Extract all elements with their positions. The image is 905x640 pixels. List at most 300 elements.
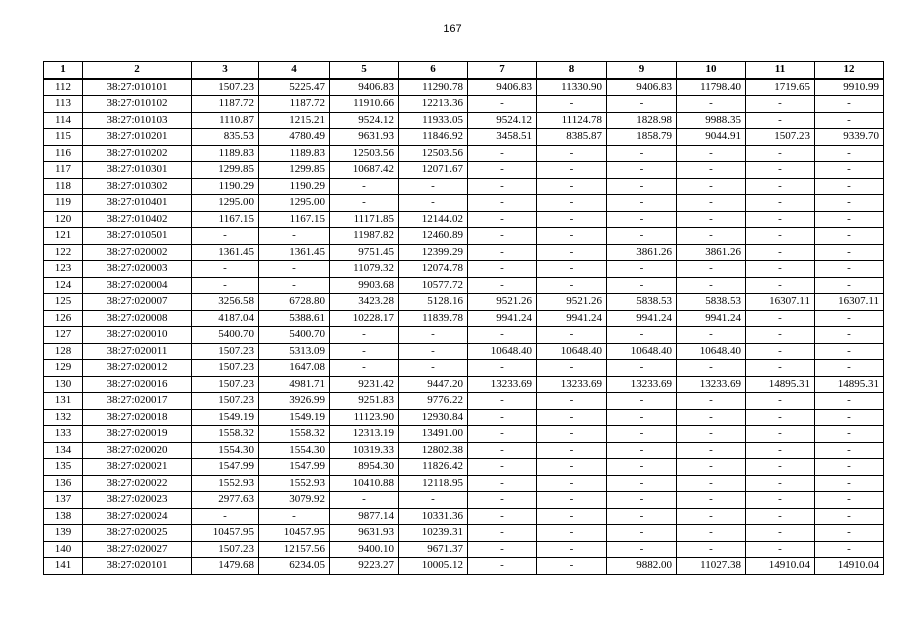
value-cell: - bbox=[677, 228, 746, 245]
cadastral-code-cell: 38:27:020011 bbox=[83, 343, 192, 360]
value-cell: - bbox=[607, 459, 677, 476]
value-cell: 5838.53 bbox=[607, 294, 677, 311]
value-cell: 1299.85 bbox=[192, 162, 259, 179]
table-row bbox=[44, 442, 884, 459]
cadastral-code-cell: 38:27:020003 bbox=[83, 261, 192, 278]
table-row bbox=[44, 145, 884, 162]
value-cell: 1190.29 bbox=[192, 178, 259, 195]
cadastral-code-cell: 38:27:020023 bbox=[83, 492, 192, 509]
value-cell: 1507.23 bbox=[192, 541, 259, 558]
value-cell: - bbox=[330, 327, 399, 344]
cadastral-code-cell: 38:27:020007 bbox=[83, 294, 192, 311]
table-row bbox=[44, 129, 884, 146]
cadastral-code-cell: 38:27:020024 bbox=[83, 508, 192, 525]
value-cell: - bbox=[468, 558, 537, 575]
cadastral-code-cell: 38:27:020020 bbox=[83, 442, 192, 459]
value-cell: - bbox=[677, 525, 746, 542]
value-cell: - bbox=[330, 195, 399, 212]
row-number-cell: 127 bbox=[44, 327, 83, 344]
value-cell: 1554.30 bbox=[192, 442, 259, 459]
value-cell: 4780.49 bbox=[259, 129, 330, 146]
value-cell: 2977.63 bbox=[192, 492, 259, 509]
value-cell: - bbox=[815, 459, 884, 476]
value-cell: 1189.83 bbox=[192, 145, 259, 162]
table-row bbox=[44, 508, 884, 525]
row-number-cell: 119 bbox=[44, 195, 83, 212]
value-cell: - bbox=[537, 195, 607, 212]
table-row bbox=[44, 228, 884, 245]
value-cell: - bbox=[677, 508, 746, 525]
value-cell: - bbox=[677, 162, 746, 179]
value-cell: 1647.08 bbox=[259, 360, 330, 377]
value-cell: 11846.92 bbox=[399, 129, 468, 146]
value-cell: - bbox=[815, 492, 884, 509]
value-cell: - bbox=[677, 426, 746, 443]
value-cell: 10457.95 bbox=[259, 525, 330, 542]
value-cell: 1507.23 bbox=[746, 129, 815, 146]
value-cell: - bbox=[607, 508, 677, 525]
value-cell: - bbox=[537, 277, 607, 294]
value-cell: 5128.16 bbox=[399, 294, 468, 311]
value-cell: - bbox=[537, 178, 607, 195]
value-cell: - bbox=[746, 508, 815, 525]
value-cell: - bbox=[677, 459, 746, 476]
value-cell: 9941.24 bbox=[468, 310, 537, 327]
value-cell: - bbox=[607, 145, 677, 162]
value-cell: 9631.93 bbox=[330, 525, 399, 542]
cadastral-code-cell: 38:27:020021 bbox=[83, 459, 192, 476]
value-cell: 10457.95 bbox=[192, 525, 259, 542]
value-cell: - bbox=[677, 393, 746, 410]
value-cell: 4187.04 bbox=[192, 310, 259, 327]
row-number-cell: 113 bbox=[44, 96, 83, 113]
value-cell: - bbox=[192, 228, 259, 245]
value-cell: 3079.92 bbox=[259, 492, 330, 509]
value-cell: - bbox=[537, 261, 607, 278]
table-row bbox=[44, 96, 884, 113]
row-number-cell: 128 bbox=[44, 343, 83, 360]
value-cell: - bbox=[607, 393, 677, 410]
table-row bbox=[44, 558, 884, 575]
value-cell: 9400.10 bbox=[330, 541, 399, 558]
cadastral-code-cell: 38:27:020019 bbox=[83, 426, 192, 443]
value-cell: - bbox=[192, 277, 259, 294]
value-cell: 1549.19 bbox=[192, 409, 259, 426]
table-row bbox=[44, 343, 884, 360]
table-row bbox=[44, 525, 884, 542]
value-cell: 1558.32 bbox=[259, 426, 330, 443]
value-cell: - bbox=[815, 541, 884, 558]
row-number-cell: 129 bbox=[44, 360, 83, 377]
cadastral-code-cell: 38:27:020008 bbox=[83, 310, 192, 327]
value-cell: 9776.22 bbox=[399, 393, 468, 410]
cadastral-code-cell: 38:27:010501 bbox=[83, 228, 192, 245]
value-cell: - bbox=[746, 145, 815, 162]
value-cell: 12313.19 bbox=[330, 426, 399, 443]
value-cell: - bbox=[746, 492, 815, 509]
value-cell: - bbox=[537, 145, 607, 162]
value-cell: - bbox=[607, 96, 677, 113]
row-number-cell: 141 bbox=[44, 558, 83, 575]
value-cell: 14910.04 bbox=[746, 558, 815, 575]
value-cell: 1719.65 bbox=[746, 79, 815, 96]
row-number-cell: 118 bbox=[44, 178, 83, 195]
value-cell: - bbox=[607, 426, 677, 443]
value-cell: - bbox=[677, 195, 746, 212]
value-cell: 9941.24 bbox=[677, 310, 746, 327]
row-number-cell: 123 bbox=[44, 261, 83, 278]
table-row bbox=[44, 195, 884, 212]
value-cell: - bbox=[607, 492, 677, 509]
value-cell: - bbox=[259, 261, 330, 278]
value-cell: - bbox=[607, 195, 677, 212]
value-cell: - bbox=[399, 327, 468, 344]
value-cell: 10005.12 bbox=[399, 558, 468, 575]
value-cell: - bbox=[468, 475, 537, 492]
value-cell: - bbox=[746, 244, 815, 261]
value-cell: - bbox=[746, 541, 815, 558]
value-cell: 6728.80 bbox=[259, 294, 330, 311]
value-cell: - bbox=[607, 261, 677, 278]
value-cell: 1547.99 bbox=[259, 459, 330, 476]
row-number-cell: 117 bbox=[44, 162, 83, 179]
value-cell: 10577.72 bbox=[399, 277, 468, 294]
value-cell: - bbox=[607, 409, 677, 426]
value-cell: - bbox=[815, 277, 884, 294]
value-cell: - bbox=[468, 459, 537, 476]
value-cell: - bbox=[468, 541, 537, 558]
value-cell: 11933.05 bbox=[399, 112, 468, 129]
value-cell: - bbox=[746, 112, 815, 129]
value-cell: 5838.53 bbox=[677, 294, 746, 311]
row-number-cell: 132 bbox=[44, 409, 83, 426]
row-number-cell: 137 bbox=[44, 492, 83, 509]
value-cell: 9231.42 bbox=[330, 376, 399, 393]
value-cell: 1190.29 bbox=[259, 178, 330, 195]
value-cell: 1361.45 bbox=[192, 244, 259, 261]
value-cell: 9251.83 bbox=[330, 393, 399, 410]
value-cell: 1549.19 bbox=[259, 409, 330, 426]
value-cell: - bbox=[468, 162, 537, 179]
table-row bbox=[44, 79, 884, 96]
value-cell: 14910.04 bbox=[815, 558, 884, 575]
value-cell: 1552.93 bbox=[192, 475, 259, 492]
value-cell: - bbox=[607, 228, 677, 245]
value-cell: - bbox=[607, 211, 677, 228]
value-cell: 1507.23 bbox=[192, 360, 259, 377]
value-cell: 8385.87 bbox=[537, 129, 607, 146]
value-cell: 6234.05 bbox=[259, 558, 330, 575]
value-cell: - bbox=[677, 277, 746, 294]
value-cell: - bbox=[537, 162, 607, 179]
value-cell: 12074.78 bbox=[399, 261, 468, 278]
value-cell: - bbox=[537, 508, 607, 525]
value-cell: - bbox=[815, 525, 884, 542]
cadastral-code-cell: 38:27:020027 bbox=[83, 541, 192, 558]
value-cell: - bbox=[746, 525, 815, 542]
value-cell: 13491.00 bbox=[399, 426, 468, 443]
table-row bbox=[44, 310, 884, 327]
row-number-cell: 116 bbox=[44, 145, 83, 162]
cadastral-code-cell: 38:27:020018 bbox=[83, 409, 192, 426]
value-cell: 1479.68 bbox=[192, 558, 259, 575]
page-number: 167 bbox=[443, 23, 462, 35]
value-cell: 16307.11 bbox=[746, 294, 815, 311]
value-cell: - bbox=[815, 360, 884, 377]
table-row bbox=[44, 459, 884, 476]
value-cell: 13233.69 bbox=[607, 376, 677, 393]
value-cell: 12399.29 bbox=[399, 244, 468, 261]
value-cell: - bbox=[677, 261, 746, 278]
cadastral-code-cell: 38:27:020022 bbox=[83, 475, 192, 492]
value-cell: - bbox=[468, 195, 537, 212]
value-cell: - bbox=[815, 442, 884, 459]
row-number-cell: 140 bbox=[44, 541, 83, 558]
value-cell: - bbox=[746, 343, 815, 360]
row-number-cell: 135 bbox=[44, 459, 83, 476]
value-cell: 11171.85 bbox=[330, 211, 399, 228]
row-number-cell: 121 bbox=[44, 228, 83, 245]
value-cell: - bbox=[607, 178, 677, 195]
table-row bbox=[44, 211, 884, 228]
value-cell: 10648.40 bbox=[677, 343, 746, 360]
value-cell: 5400.70 bbox=[192, 327, 259, 344]
value-cell: 11987.82 bbox=[330, 228, 399, 245]
value-cell: - bbox=[677, 178, 746, 195]
value-cell: 11330.90 bbox=[537, 79, 607, 96]
column-header-1: 1 bbox=[44, 62, 83, 79]
value-cell: 13233.69 bbox=[677, 376, 746, 393]
value-cell: - bbox=[815, 178, 884, 195]
value-cell: - bbox=[746, 360, 815, 377]
value-cell: 1187.72 bbox=[259, 96, 330, 113]
data-table bbox=[43, 61, 884, 575]
value-cell: - bbox=[607, 442, 677, 459]
value-cell: 11798.40 bbox=[677, 79, 746, 96]
value-cell: - bbox=[537, 360, 607, 377]
value-cell: - bbox=[815, 508, 884, 525]
value-cell: - bbox=[259, 508, 330, 525]
value-cell: - bbox=[399, 343, 468, 360]
value-cell: 1547.99 bbox=[192, 459, 259, 476]
cadastral-code-cell: 38:27:010202 bbox=[83, 145, 192, 162]
value-cell: - bbox=[259, 277, 330, 294]
value-cell: - bbox=[468, 426, 537, 443]
value-cell: 10228.17 bbox=[330, 310, 399, 327]
value-cell: - bbox=[677, 442, 746, 459]
value-cell: 4981.71 bbox=[259, 376, 330, 393]
value-cell: 3861.26 bbox=[677, 244, 746, 261]
table-header bbox=[44, 62, 884, 79]
value-cell: - bbox=[259, 228, 330, 245]
value-cell: - bbox=[537, 409, 607, 426]
value-cell: 1507.23 bbox=[192, 376, 259, 393]
value-cell: - bbox=[607, 541, 677, 558]
value-cell: 1507.23 bbox=[192, 393, 259, 410]
table-row bbox=[44, 112, 884, 129]
row-number-cell: 122 bbox=[44, 244, 83, 261]
value-cell: - bbox=[607, 162, 677, 179]
cadastral-code-cell: 38:27:020010 bbox=[83, 327, 192, 344]
value-cell: 11079.32 bbox=[330, 261, 399, 278]
value-cell: - bbox=[468, 492, 537, 509]
value-cell: - bbox=[399, 492, 468, 509]
value-cell: 10239.31 bbox=[399, 525, 468, 542]
value-cell: - bbox=[677, 360, 746, 377]
value-cell: 5400.70 bbox=[259, 327, 330, 344]
value-cell: 11910.66 bbox=[330, 96, 399, 113]
value-cell: - bbox=[607, 475, 677, 492]
value-cell: - bbox=[746, 162, 815, 179]
value-cell: - bbox=[330, 178, 399, 195]
value-cell: - bbox=[399, 360, 468, 377]
value-cell: 12503.56 bbox=[330, 145, 399, 162]
table-row bbox=[44, 244, 884, 261]
cadastral-code-cell: 38:27:020012 bbox=[83, 360, 192, 377]
value-cell: 9941.24 bbox=[607, 310, 677, 327]
row-number-cell: 131 bbox=[44, 393, 83, 410]
value-cell: 9877.14 bbox=[330, 508, 399, 525]
value-cell: - bbox=[815, 475, 884, 492]
cadastral-code-cell: 38:27:020025 bbox=[83, 525, 192, 542]
value-cell: - bbox=[537, 327, 607, 344]
value-cell: - bbox=[330, 360, 399, 377]
value-cell: - bbox=[468, 508, 537, 525]
value-cell: - bbox=[537, 525, 607, 542]
value-cell: 1167.15 bbox=[192, 211, 259, 228]
value-cell: 12930.84 bbox=[399, 409, 468, 426]
value-cell: - bbox=[815, 409, 884, 426]
cadastral-code-cell: 38:27:020004 bbox=[83, 277, 192, 294]
value-cell: 1558.32 bbox=[192, 426, 259, 443]
cadastral-code-cell: 38:27:020016 bbox=[83, 376, 192, 393]
value-cell: 1189.83 bbox=[259, 145, 330, 162]
value-cell: - bbox=[677, 145, 746, 162]
value-cell: 11839.78 bbox=[399, 310, 468, 327]
value-cell: - bbox=[537, 558, 607, 575]
value-cell: 3256.58 bbox=[192, 294, 259, 311]
value-cell: - bbox=[537, 211, 607, 228]
value-cell: 1554.30 bbox=[259, 442, 330, 459]
row-number-cell: 114 bbox=[44, 112, 83, 129]
value-cell: 9524.12 bbox=[468, 112, 537, 129]
value-cell: 1167.15 bbox=[259, 211, 330, 228]
cadastral-code-cell: 38:27:010103 bbox=[83, 112, 192, 129]
value-cell: 1215.21 bbox=[259, 112, 330, 129]
value-cell: - bbox=[815, 327, 884, 344]
value-cell: - bbox=[677, 96, 746, 113]
value-cell: 1361.45 bbox=[259, 244, 330, 261]
value-cell: - bbox=[815, 426, 884, 443]
value-cell: - bbox=[192, 261, 259, 278]
value-cell: 10648.40 bbox=[468, 343, 537, 360]
value-cell: - bbox=[746, 327, 815, 344]
value-cell: - bbox=[815, 343, 884, 360]
value-cell: 9941.24 bbox=[537, 310, 607, 327]
value-cell: - bbox=[815, 195, 884, 212]
row-number-cell: 134 bbox=[44, 442, 83, 459]
table-row bbox=[44, 409, 884, 426]
value-cell: - bbox=[537, 541, 607, 558]
value-cell: - bbox=[537, 393, 607, 410]
cadastral-code-cell: 38:27:010301 bbox=[83, 162, 192, 179]
value-cell: 9903.68 bbox=[330, 277, 399, 294]
value-cell: - bbox=[815, 393, 884, 410]
value-cell: - bbox=[468, 393, 537, 410]
value-cell: 8954.30 bbox=[330, 459, 399, 476]
value-cell: - bbox=[468, 442, 537, 459]
value-cell: - bbox=[677, 211, 746, 228]
table-body bbox=[44, 79, 884, 575]
value-cell: - bbox=[746, 475, 815, 492]
value-cell: - bbox=[468, 178, 537, 195]
cadastral-code-cell: 38:27:010101 bbox=[83, 79, 192, 96]
value-cell: 10319.33 bbox=[330, 442, 399, 459]
cadastral-code-cell: 38:27:020002 bbox=[83, 244, 192, 261]
value-cell: 835.53 bbox=[192, 129, 259, 146]
table-row bbox=[44, 492, 884, 509]
value-cell: - bbox=[468, 211, 537, 228]
value-cell: - bbox=[815, 211, 884, 228]
row-number-cell: 126 bbox=[44, 310, 83, 327]
value-cell: 11826.42 bbox=[399, 459, 468, 476]
value-cell: - bbox=[192, 508, 259, 525]
value-cell: - bbox=[537, 426, 607, 443]
table-row bbox=[44, 162, 884, 179]
row-number-cell: 124 bbox=[44, 277, 83, 294]
value-cell: 3926.99 bbox=[259, 393, 330, 410]
value-cell: 12118.95 bbox=[399, 475, 468, 492]
value-cell: 3423.28 bbox=[330, 294, 399, 311]
value-cell: 12157.56 bbox=[259, 541, 330, 558]
value-cell: - bbox=[537, 492, 607, 509]
value-cell: - bbox=[468, 277, 537, 294]
value-cell: 9524.12 bbox=[330, 112, 399, 129]
value-cell: 12071.67 bbox=[399, 162, 468, 179]
column-header-9: 9 bbox=[607, 62, 677, 79]
row-number-cell: 138 bbox=[44, 508, 83, 525]
value-cell: 5388.61 bbox=[259, 310, 330, 327]
value-cell: - bbox=[468, 244, 537, 261]
cadastral-code-cell: 38:27:020101 bbox=[83, 558, 192, 575]
value-cell: 13233.69 bbox=[468, 376, 537, 393]
value-cell: 12213.36 bbox=[399, 96, 468, 113]
value-cell: - bbox=[746, 426, 815, 443]
table-row bbox=[44, 327, 884, 344]
value-cell: - bbox=[746, 195, 815, 212]
value-cell: 10687.42 bbox=[330, 162, 399, 179]
value-cell: - bbox=[537, 442, 607, 459]
value-cell: 1295.00 bbox=[192, 195, 259, 212]
value-cell: 9910.99 bbox=[815, 79, 884, 96]
value-cell: 5225.47 bbox=[259, 79, 330, 96]
value-cell: 9521.26 bbox=[468, 294, 537, 311]
value-cell: - bbox=[607, 277, 677, 294]
value-cell: - bbox=[746, 310, 815, 327]
value-cell: - bbox=[746, 228, 815, 245]
cadastral-code-cell: 38:27:010401 bbox=[83, 195, 192, 212]
value-cell: - bbox=[468, 96, 537, 113]
table-row bbox=[44, 360, 884, 377]
value-cell: 3458.51 bbox=[468, 129, 537, 146]
value-cell: 9406.83 bbox=[468, 79, 537, 96]
value-cell: 1110.87 bbox=[192, 112, 259, 129]
cadastral-code-cell: 38:27:010402 bbox=[83, 211, 192, 228]
table-row bbox=[44, 294, 884, 311]
value-cell: 11123.90 bbox=[330, 409, 399, 426]
value-cell: 11027.38 bbox=[677, 558, 746, 575]
row-number-cell: 120 bbox=[44, 211, 83, 228]
